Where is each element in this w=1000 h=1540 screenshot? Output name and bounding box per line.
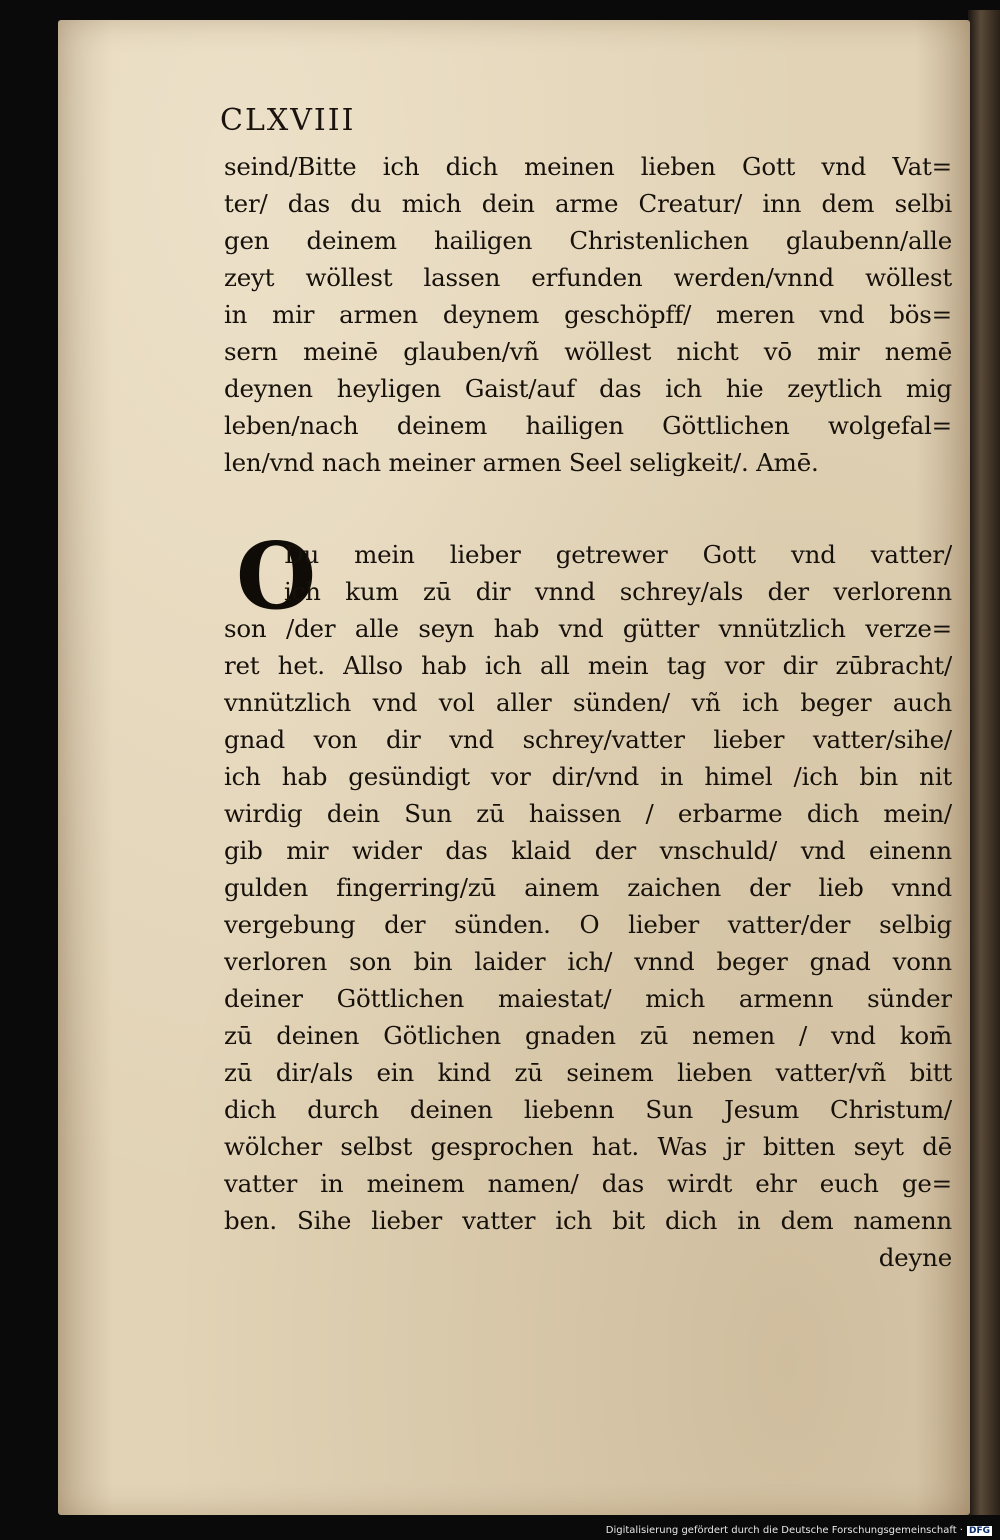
credit-text: Digitalisierung gefördert durch die Deutsche Forschungsgemeinschaft ·	[605, 1525, 963, 1536]
drop-cap-initial: O	[236, 522, 317, 630]
text-line: ret het. Allso hab ich all mein tag vor dir zūbracht/	[224, 651, 952, 680]
text-line: wölcher selbst gesprochen hat. Was jr bitten seyt dē	[224, 1132, 952, 1161]
text-line: wirdig dein Sun zū haissen / erbarme dich mein/	[224, 799, 952, 828]
text-line: zū deinen Götlichen gnaden zū nemen / vnd kom̄	[224, 1021, 952, 1050]
text-line: vergebung der sünden. O lieber vatter/der selbig	[224, 910, 952, 939]
text-line: gib mir wider das klaid der vnschuld/ vnd einenn	[224, 836, 952, 865]
text-line: Du mein lieber getrewer Gott vnd vatter/	[284, 540, 952, 569]
text-line: ich kum zū dir vnnd schrey/als der verlorenn	[284, 577, 952, 606]
text-line: len/vnd nach meiner armen Seel seligkeit/. Amē.	[224, 448, 819, 477]
paragraph-2	[224, 536, 952, 1276]
text-line: ter/ das du mich dein arme Creatur/ inn dem selbi	[224, 189, 952, 218]
text-line: son /der alle seyn hab vnd gütter vnnützlich verze=	[224, 614, 952, 643]
text-line: ich hab gesündigt vor dir/vnd in himel /ich bin nit	[224, 762, 952, 791]
text-line: in mir armen deynem geschöpff/ meren vnd bös=	[224, 300, 952, 329]
text-line: sern meinē glauben/vñ wöllest nicht vō mir nemē	[224, 337, 952, 366]
paragraph-1	[224, 148, 952, 481]
catchword: deyne	[878, 1243, 952, 1272]
text-line: seind/Bitte ich dich meinen lieben Gott vnd Vat=	[224, 152, 952, 181]
text-line: vnnützlich vnd vol aller sünden/ vñ ich beger auch	[224, 688, 952, 717]
text-line: dich durch deinen liebenn Sun Jesum Christum/	[224, 1095, 952, 1124]
text-line: leben/nach deinem hailigen Göttlichen wolgefal=	[224, 411, 952, 440]
text-line: zeyt wöllest lassen erfunden werden/vnnd wöllest	[224, 263, 952, 292]
text-line: gnad von dir vnd schrey/vatter lieber vatter/sihe/	[224, 725, 952, 754]
page-edge	[968, 10, 1000, 1515]
text-line: gulden fingerring/zū ainem zaichen der lieb vnnd	[224, 873, 952, 902]
digitization-credit	[606, 1525, 992, 1536]
text-line: deiner Göttlichen maiestat/ mich armenn sünder	[224, 984, 952, 1013]
dfg-logo: DFG	[968, 1526, 990, 1536]
text-line: ben. Sihe lieber vatter ich bit dich in dem namenn	[224, 1206, 952, 1235]
text-line: vatter in meinem namen/ das wirdt ehr euch ge=	[224, 1169, 952, 1198]
text-line: gen deinem hailigen Christenlichen glaubenn/alle	[224, 226, 952, 255]
text-line: deynen heyligen Gaist/auf das ich hie zeytlich mig	[224, 374, 952, 403]
folio-number: CLXVIII	[220, 103, 356, 138]
text-line: verloren son bin laider ich/ vnnd beger gnad vonn	[224, 947, 952, 976]
text-line: zū dir/als ein kind zū seinem lieben vatter/vñ bitt	[224, 1058, 952, 1087]
